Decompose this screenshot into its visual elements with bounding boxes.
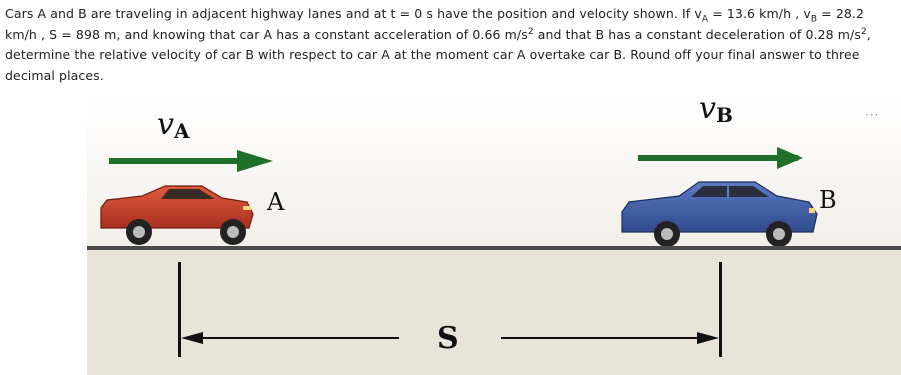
problem-text-1: Cars A and B are traveling in adjacent highway lanes and at t = 0 s have the position and velocity shown. If v xyxy=(5,6,702,21)
distance-label: S xyxy=(437,321,459,356)
problem-statement xyxy=(5,4,897,86)
va-subscript: A xyxy=(701,14,709,25)
accel-b-exponent: 2 xyxy=(860,26,867,37)
vb-subscript: B xyxy=(810,14,818,25)
car-b-label: B xyxy=(819,186,837,214)
marker-left xyxy=(178,262,181,357)
va-label: vA xyxy=(157,107,190,143)
ground-area xyxy=(87,246,901,375)
more-horizontal-icon[interactable]: ··· xyxy=(865,108,880,122)
marker-right xyxy=(719,262,722,357)
problem-figure xyxy=(87,96,901,375)
problem-text-3: = 28.2 km/h , S = 898 m, and knowing that car A has a constant acceleration of 0.66 m/s xyxy=(5,6,865,42)
accel-a-exponent: 2 xyxy=(527,26,534,37)
car-a-label: A xyxy=(267,188,285,216)
problem-text-2: = 13.6 km/h , v xyxy=(708,6,811,21)
problem-text-5: , determine the relative velocity of car B with respect to car A at the moment car A overtake car B. Round off your final answer to three decimal places. xyxy=(5,26,871,83)
vb-label: vB xyxy=(699,96,733,127)
road-line xyxy=(87,246,901,250)
problem-text-4: and that B has a constant deceleration of 0.28 m/s xyxy=(533,26,861,42)
